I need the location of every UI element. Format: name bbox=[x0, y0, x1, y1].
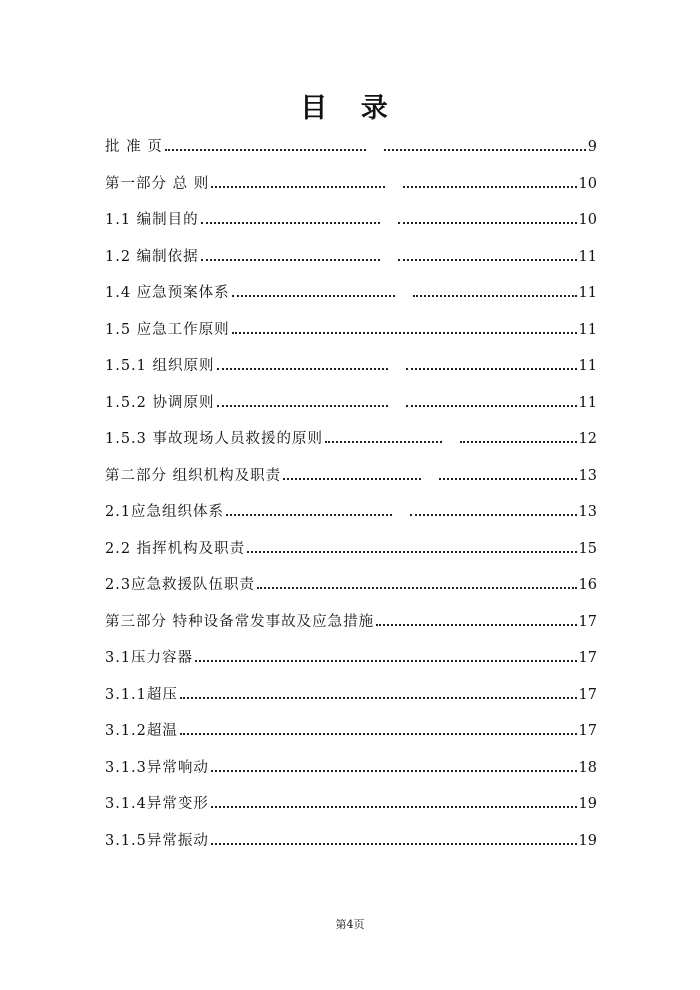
toc-entry-label: 第三部分 特种设备常发事故及应急措施 bbox=[105, 613, 375, 630]
toc-entry[interactable] bbox=[105, 536, 597, 573]
page-title: 目 录 bbox=[300, 93, 400, 124]
toc-entry-page: 10 bbox=[578, 175, 597, 192]
toc-entry[interactable] bbox=[105, 171, 597, 208]
toc-entry[interactable] bbox=[105, 828, 597, 865]
toc-entry-page: 11 bbox=[578, 358, 597, 374]
toc-entry-page: 19 bbox=[578, 832, 597, 849]
toc-entry[interactable] bbox=[105, 463, 597, 500]
toc-entry-label: 批 准 页 bbox=[105, 139, 163, 155]
table-of-contents bbox=[105, 134, 597, 864]
toc-entry-page: 11 bbox=[578, 285, 597, 301]
toc-entry-page: 17 bbox=[578, 723, 597, 739]
toc-leader bbox=[211, 806, 577, 808]
toc-entry-label: 3.1.3异常响动 bbox=[105, 759, 209, 776]
toc-entry-page: 17 bbox=[578, 686, 597, 703]
toc-entry-page: 15 bbox=[578, 540, 597, 557]
toc-leader bbox=[211, 770, 577, 772]
toc-entry[interactable] bbox=[105, 718, 597, 755]
toc-entry[interactable] bbox=[105, 426, 597, 463]
toc-leader bbox=[247, 551, 576, 553]
toc-entry-page: 12 bbox=[578, 431, 597, 447]
toc-entry-page: 19 bbox=[578, 796, 597, 812]
toc-entry-page: 18 bbox=[578, 759, 597, 776]
toc-entry[interactable] bbox=[105, 499, 597, 536]
toc-entry[interactable] bbox=[105, 317, 597, 354]
toc-leader bbox=[180, 733, 577, 735]
toc-entry-label: 1.2 编制依据 bbox=[105, 248, 199, 265]
toc-leader bbox=[232, 332, 577, 334]
toc-entry-label: 第一部分 总 则 bbox=[105, 175, 210, 192]
toc-entry[interactable] bbox=[105, 134, 597, 171]
toc-entry-page: 10 bbox=[578, 212, 597, 228]
toc-leader bbox=[195, 660, 576, 662]
toc-entry-page: 11 bbox=[578, 394, 597, 411]
toc-entry[interactable] bbox=[105, 791, 597, 828]
toc-entry-page: 17 bbox=[578, 650, 597, 666]
toc-entry[interactable] bbox=[105, 280, 597, 317]
toc-leader bbox=[257, 587, 576, 589]
page-number-footer: 第4页 bbox=[335, 918, 365, 931]
toc-entry[interactable] bbox=[105, 244, 597, 281]
toc-entry-label: 2.1应急组织体系 bbox=[105, 504, 225, 520]
toc-entry-page: 13 bbox=[578, 467, 597, 484]
toc-entry[interactable] bbox=[105, 207, 597, 244]
toc-entry[interactable] bbox=[105, 572, 597, 609]
toc-entry-page: 11 bbox=[578, 321, 597, 338]
toc-entry-page: 11 bbox=[578, 248, 597, 265]
toc-entry[interactable] bbox=[105, 645, 597, 682]
toc-entry-label: 2.3应急救援队伍职责 bbox=[105, 577, 256, 593]
toc-entry-label: 第二部分 组织机构及职责 bbox=[105, 467, 282, 484]
toc-entry[interactable] bbox=[105, 609, 597, 646]
toc-entry-label: 1.4 应急预案体系 bbox=[105, 285, 230, 301]
toc-entry-label: 1.5.3 事故现场人员救援的原则 bbox=[105, 431, 324, 447]
toc-entry-label: 3.1.1超压 bbox=[105, 686, 178, 703]
toc-entry-label: 3.1.5异常振动 bbox=[105, 832, 209, 849]
toc-entry-page: 9 bbox=[587, 139, 597, 155]
toc-leader bbox=[180, 697, 577, 699]
toc-entry-page: 17 bbox=[578, 613, 597, 630]
toc-entry[interactable] bbox=[105, 353, 597, 390]
toc-entry-label: 1.5 应急工作原则 bbox=[105, 321, 230, 338]
toc-entry[interactable] bbox=[105, 390, 597, 427]
toc-entry-label: 3.1压力容器 bbox=[105, 650, 194, 666]
toc-entry-label: 1.5.1 组织原则 bbox=[105, 358, 215, 374]
toc-leader bbox=[376, 624, 576, 626]
toc-entry-label: 3.1.4异常变形 bbox=[105, 796, 209, 812]
toc-entry-label: 3.1.2超温 bbox=[105, 723, 178, 739]
toc-entry[interactable] bbox=[105, 755, 597, 792]
toc-leader bbox=[211, 843, 577, 845]
toc-entry-label: 1.5.2 协调原则 bbox=[105, 394, 215, 411]
toc-entry-page: 16 bbox=[578, 577, 597, 593]
toc-entry[interactable] bbox=[105, 682, 597, 719]
toc-entry-page: 13 bbox=[578, 504, 597, 520]
toc-entry-label: 1.1 编制目的 bbox=[105, 212, 199, 228]
toc-entry-label: 2.2 指挥机构及职责 bbox=[105, 540, 246, 557]
